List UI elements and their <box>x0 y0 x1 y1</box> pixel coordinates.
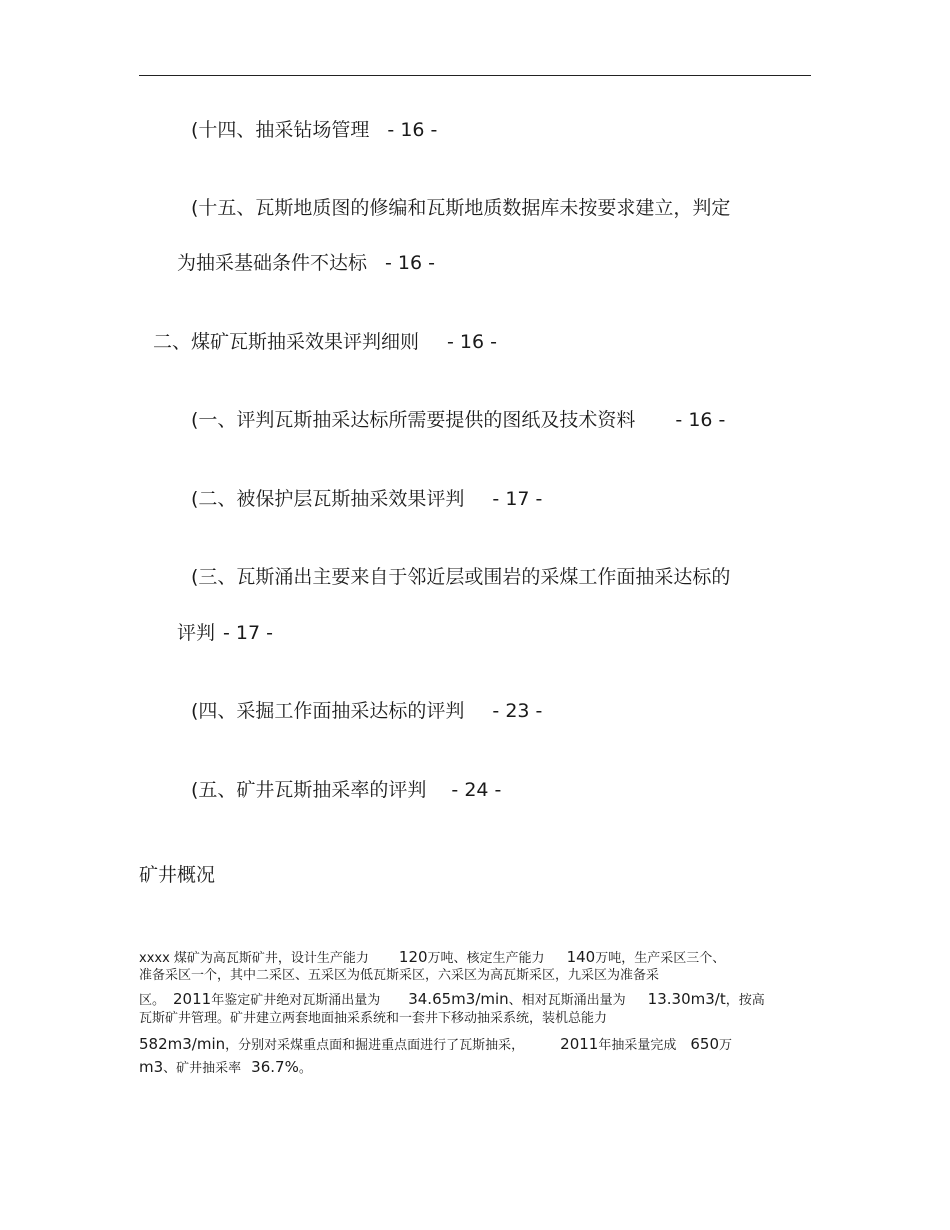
overview-number: 140 <box>566 948 596 966</box>
overview-number: m3 <box>139 1058 164 1076</box>
toc-entry-15-page: - 16 - <box>385 252 435 274</box>
overview-text: 。 <box>298 1061 312 1076</box>
toc-chapter-2[interactable] <box>153 330 497 354</box>
overview-text: ，分别对采煤重点面和掘进重点面进行了瓦斯抽采， <box>225 1038 525 1053</box>
toc-chapter-2-page: - 16 - <box>447 331 497 353</box>
toc-entry-15-text: (十五、瓦斯地质图的修编和瓦斯地质数据库未按要求建立，判定 <box>191 197 731 219</box>
overview-text: 年抽采量完成 <box>598 1038 677 1053</box>
toc-sub-2-text: (二、被保护层瓦斯抽采效果评判 <box>191 488 465 510</box>
toc-sub-2-page: - 17 - <box>492 488 543 510</box>
overview-text: 年鉴定矿井绝对瓦斯涌出量为 <box>211 993 381 1008</box>
header-rule <box>139 75 811 76</box>
overview-text: 万吨，生产采区三个、 <box>595 951 726 966</box>
toc-sub-4[interactable] <box>191 699 542 723</box>
toc-sub-1[interactable] <box>191 408 725 432</box>
overview-text: 、矿井抽采率 <box>163 1061 242 1076</box>
overview-text: 区。 <box>139 993 166 1008</box>
toc-entry-14-page: - 16 - <box>387 119 438 141</box>
overview-number: 582m3/min <box>139 1035 226 1053</box>
overview-line-4 <box>139 1010 607 1028</box>
overview-number: 650 <box>690 1035 719 1053</box>
toc-entry-15-line1[interactable] <box>191 196 730 220</box>
toc-sub-1-text: (一、评判瓦斯抽采达标所需要提供的图纸及技术资料 <box>191 409 636 431</box>
toc-entry-15-line2[interactable] <box>177 251 435 275</box>
overview-text: 瓦斯矿井管理。矿井建立两套地面抽采系统和一套井下移动抽采系统，装机总能力 <box>139 1011 608 1026</box>
toc-sub-5-text: (五、矿井瓦斯抽采率的评判 <box>191 779 427 801</box>
overview-line-2 <box>139 967 659 985</box>
overview-number: 36.7% <box>251 1058 299 1076</box>
toc-entry-15-text-cont: 为抽采基础条件不达标 <box>177 252 368 274</box>
toc-sub-3-line1[interactable] <box>191 565 730 589</box>
section-heading-mine-overview: 矿井概况 <box>139 864 216 886</box>
toc-sub-2[interactable] <box>191 487 542 511</box>
overview-text: 万吨、核定生产能力 <box>427 951 545 966</box>
overview-line-5 <box>139 1035 732 1055</box>
toc-sub-5[interactable] <box>191 778 501 802</box>
overview-text: 准备采区一个，其中二采区、五采区为低瓦斯采区，六采区为高瓦斯采区，九采区为准备采 <box>139 968 660 983</box>
overview-text: 万 <box>719 1038 733 1053</box>
overview-text: xxxx 煤矿为高瓦斯矿井，设计生产能力 <box>139 951 369 966</box>
toc-entry-14[interactable] <box>191 118 437 142</box>
toc-sub-3-text-cont: 评判 <box>177 622 216 644</box>
toc-sub-3-line2[interactable] <box>177 621 273 645</box>
overview-number: 34.65m3/min <box>408 990 509 1008</box>
toc-sub-4-text: (四、采掘工作面抽采达标的评判 <box>191 700 465 722</box>
toc-sub-4-page: - 23 - <box>492 700 543 722</box>
overview-number: 2011 <box>173 990 212 1008</box>
overview-text: ，按高 <box>725 993 765 1008</box>
toc-entry-14-text: (十四、抽采钻场管理 <box>191 119 370 141</box>
overview-number: 120 <box>398 948 428 966</box>
toc-sub-3-text: (三、瓦斯涌出主要来自于邻近层或围岩的采煤工作面抽采达标的 <box>191 566 731 588</box>
overview-number: 13.30m3/t <box>647 990 726 1008</box>
toc-sub-1-page: - 16 - <box>675 409 726 431</box>
overview-line-3 <box>139 990 765 1010</box>
overview-text: 、相对瓦斯涌出量为 <box>508 993 626 1008</box>
toc-sub-3-page: - 17 - <box>223 622 273 644</box>
overview-line-1 <box>139 948 725 968</box>
overview-number: 2011 <box>560 1035 599 1053</box>
toc-chapter-2-text: 二、煤矿瓦斯抽采效果评判细则 <box>153 331 420 353</box>
toc-sub-5-page: - 24 - <box>451 779 502 801</box>
overview-line-6 <box>139 1058 312 1078</box>
